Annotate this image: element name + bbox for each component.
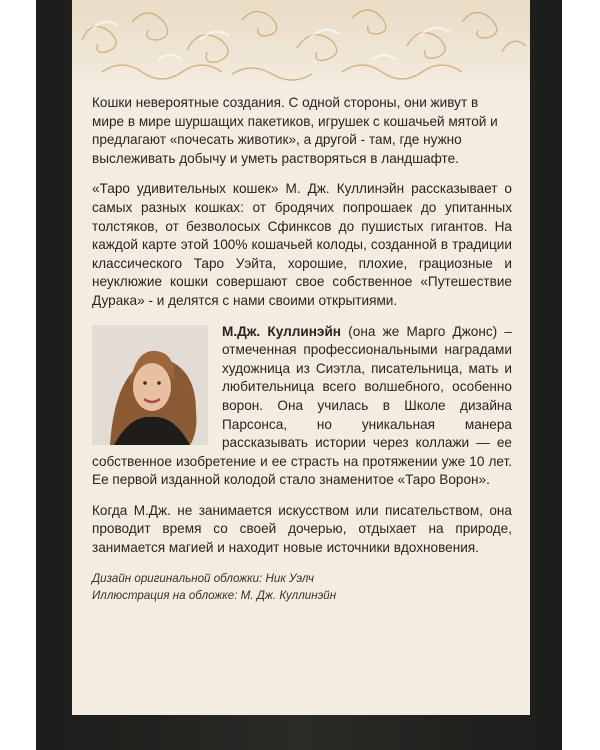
back-cover-panel (72, 0, 530, 715)
cover-text (92, 94, 512, 604)
credits (92, 570, 512, 604)
credit-cover-design: Дизайн оригинальной обложки: Ник Уэлч (92, 571, 315, 585)
credit-cover-illustration: Иллюстрация на обложке: М. Дж. Куллинэйн (92, 588, 337, 602)
description-paragraph: «Таро удивительных кошек» М. Дж. Куллинэйн рассказывает о самых разных кошках: от бродячих попрошаек до упитанных толстяков, от безволосых Сфинксов до пушистых гигантов. На каждой карте этой 100% кошачьей колоды, созданной в традиции классического Таро Уэйта, хорошие, плохие, грациозные и неуклюжие кошки совершают свое собственное «Путешествие Дурака» - и делятся с нами своими открытиями. (92, 181, 512, 308)
ornamental-header (72, 0, 530, 88)
author-alias: (она же Марго Джонс) (341, 323, 498, 339)
intro-paragraph: Кошки невероятные создания. С одной стороны, они живут в мире в мире шуршащих пакетиков, игрушек с кошачьей мятой и предлагают «почесать животик», а другой - там, где нужно выслеживать добычу и уметь растворяться в ландшафте. (92, 95, 498, 166)
author-bio-block (92, 323, 512, 490)
author-name: М.Дж. Куллинэйн (222, 323, 342, 339)
swirl-cloud-pattern (72, 0, 530, 88)
author-photo (92, 325, 208, 445)
author-description: – отмеченная профессиональными наградами художница из Сиэтла, писательница, мать и любительница всего волшебного, особенно ворон. Она училась в Школе дизайна Парсонса, но уникальная манера рассказывать истории через коллажи — ее собственное изобретение и ее страсть на протяжении уже 10 лет. Ее первой изданной колодой стало знаменитое «Таро Ворон». (92, 323, 512, 488)
author-leisure-paragraph: Когда М.Дж. не занимается искусством или писательством, она проводит время со своей дочерью, отдыхает на природе, занимается магией и находит новые источники вдохновения. (92, 502, 512, 556)
